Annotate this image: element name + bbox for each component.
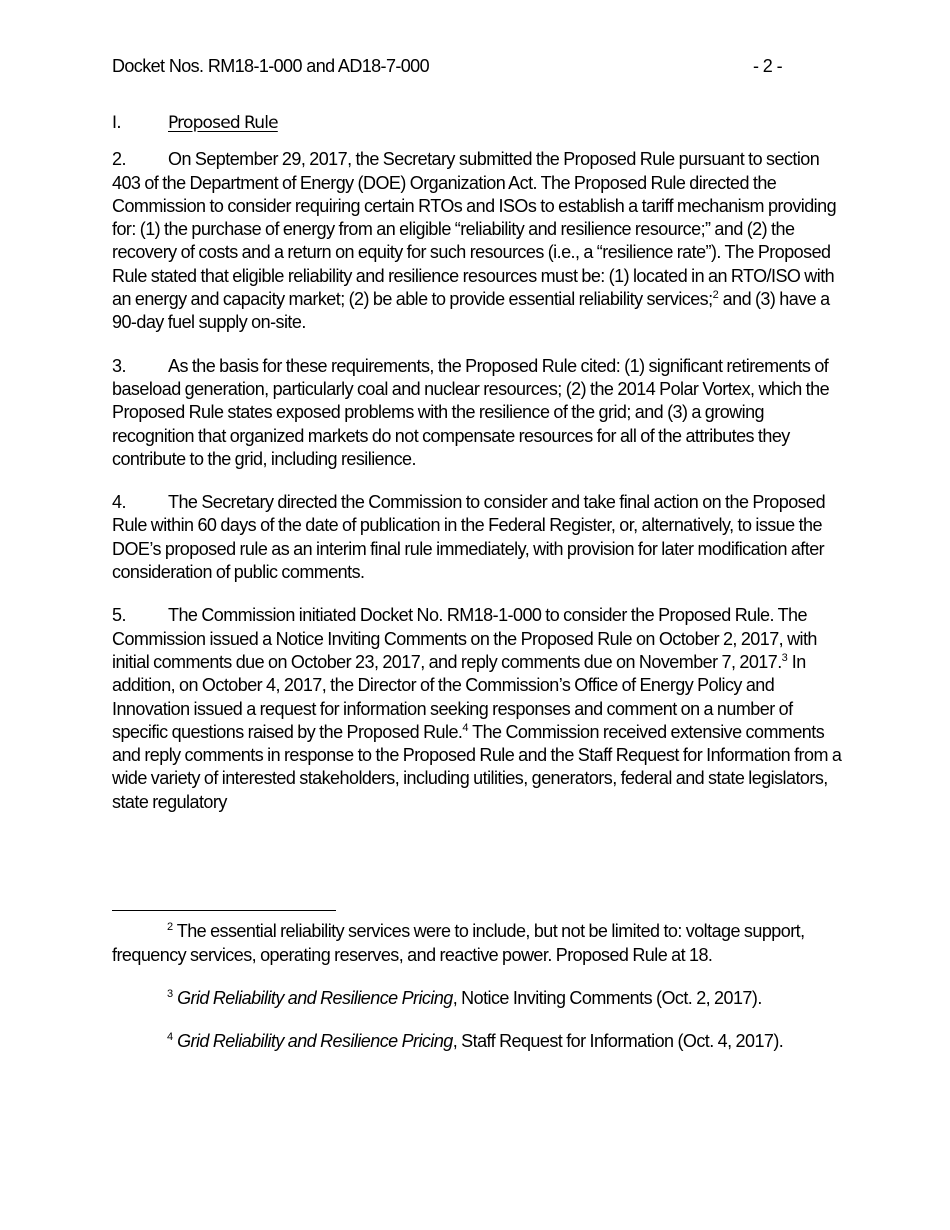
paragraph-2 (112, 148, 842, 334)
paragraph-number: 2. (112, 149, 126, 170)
footnote-marker: 3 (167, 988, 174, 1000)
paragraph-text: As the basis for these requirements, the Proposed Rule cited: (1) significant retirements of baseload generation, particularly coal and nuclear resources; (2) the 2014 Polar Vortex, which the Proposed Rule states exposed problems with the resilience of the grid; and (3) a growing recognition that organized markets do not compensate resources for all of the attributes they contribute to the grid, including resilience. (112, 355, 830, 469)
footnote-separator (112, 910, 336, 911)
footnote-case-title: Grid Reliability and Resilience Pricing (173, 1031, 453, 1051)
footnote-reference: 4 (462, 721, 469, 734)
paragraph-text: In addition, on October 4, 2017, the Director of the Commission’s Office of Energy Policy and Innovation issued a request for information seeking responses and comment on a number of specific questions raised by the Proposed Rule. (112, 651, 806, 742)
section-number: I. (112, 113, 121, 133)
footnote-reference: 3 (781, 651, 788, 664)
footnote-4 (112, 1029, 842, 1053)
footnote-text: The essential reliability services were to include, but not be limited to: voltage support, frequency services, operating reserves, and reactive power. Proposed Rule at 18. (112, 921, 805, 965)
paragraph-text: The Commission initiated Docket No. RM18-1-000 to consider the Proposed Rule. The Commission issued a Notice Inviting Comments on the Proposed Rule on October 2, 2017, with initial comments due on October 23, 2017, and reply comments due on November 7, 2017. (112, 605, 817, 672)
paragraph-text: The Secretary directed the Commission to consider and take final action on the Proposed Rule within 60 days of the date of publication in the Federal Register, or, alternatively, to issue the DOE’s proposed rule as an interim final rule immediately, with provision for later modification after consideration of public comments. (112, 492, 826, 583)
paragraph-number: 4. (112, 492, 126, 513)
footnote-reference: 2 (712, 289, 719, 302)
paragraph-text: and (3) have a 90-day fuel supply on-site. (112, 289, 830, 333)
paragraph-text: The Commission received extensive comments and reply comments in response to the Proposed Rule and the Staff Request for Information from a wide variety of interested stakeholders, including utilities, generators, federal and state legislators, state regulatory (112, 721, 842, 812)
footnote-marker: 2 (167, 921, 174, 933)
footnotes (112, 919, 842, 1072)
paragraph-number: 5. (112, 605, 126, 626)
footnote-case-title: Grid Reliability and Resilience Pricing (173, 988, 453, 1008)
paragraph-5 (112, 604, 842, 814)
document-body (112, 112, 842, 834)
section-heading (112, 112, 842, 135)
paragraph-3 (112, 355, 842, 471)
footnote-marker: 4 (167, 1031, 174, 1043)
footnote-3 (112, 986, 842, 1010)
footnote-2 (112, 919, 842, 967)
section-title: Proposed Rule (168, 113, 278, 133)
paragraph-4 (112, 491, 842, 584)
paragraph-number: 3. (112, 355, 126, 376)
footnote-text: , Staff Request for Information (Oct. 4, 2017). (452, 1031, 784, 1051)
paragraph-text: On September 29, 2017, the Secretary submitted the Proposed Rule pursuant to section 403 of the Department of Energy (DOE) Organization Act. The Proposed Rule directed the Commission to consider requiring certain RTOs and ISOs to establish a tariff mechanism providing for: (1) the purchase of energy from an eligible “reliability and resilience resource;” and (2) the recovery of costs and a return on equity for such resources (i.e., a “resilience rate”). The Proposed Rule stated that eligible reliability and resilience resources must be: (1) located in an RTO/ISO with an energy and capacity market; (2) be able to provide essential reliability services; (112, 149, 837, 310)
page-number: - 2 - (752, 56, 782, 76)
docket-number: Docket Nos. RM18-1-000 and AD18-7-000 (112, 56, 429, 76)
footnote-text: , Notice Inviting Comments (Oct. 2, 2017). (452, 988, 762, 1008)
page-header (112, 56, 782, 80)
